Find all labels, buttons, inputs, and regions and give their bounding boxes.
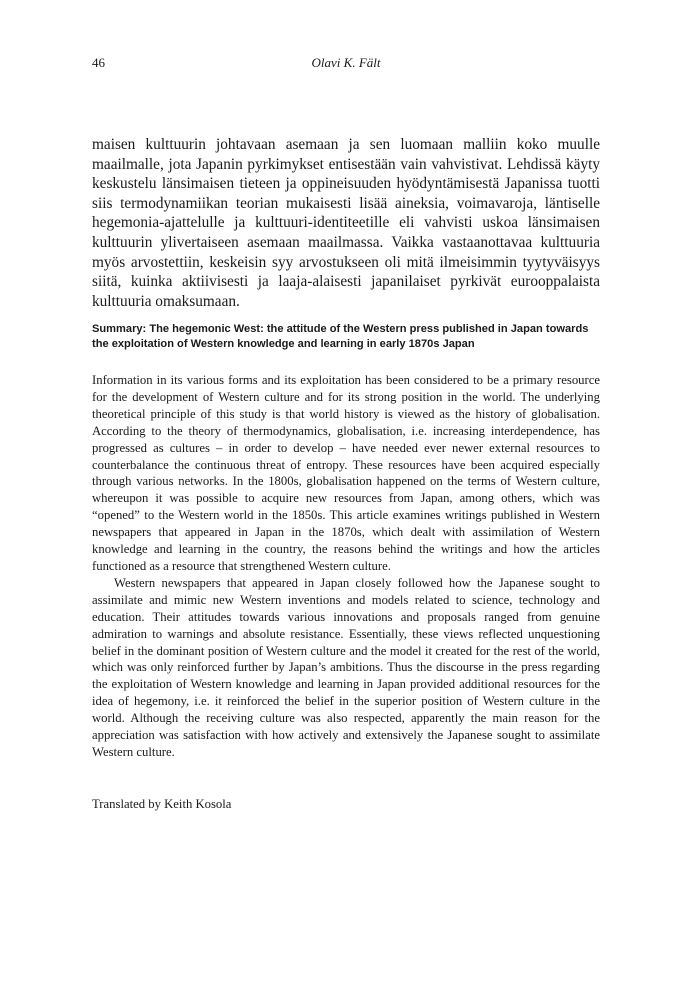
finnish-body-paragraph: maisen kulttuurin johtavaan asemaan ja sen luomaan malliin koko muulle maailmalle, jota Japanin pyrkimykset entisestään vain vahvistivat. Lehdissä käyty keskustelu länsimaisen tieteen ja oppineisuuden hyödyntämisestä Japanissa tuotti siis termodynamiikan teorian mukaisesti lisää aineksia, voimavaroja, läntiselle hegemonia-ajattelulle ja kulttuuri-identiteetille eli vahvisti uskoa länsimaisen kulttuurin ylivertaiseen asemaan maailmassa. Vaikka vastaanottavaa kulttuuria myös arvostettiin, keskeisin syy arvostukseen oli mitä ilmeisimmin tyytyväisyys siitä, kuinka aktiivisesti ja laaja-alaisesti japanilaiset pyrkivät eurooppalaista kulttuuria omaksumaan. <box>92 136 600 310</box>
translator-credit: Translated by Keith Kosola <box>92 797 232 811</box>
running-head-author: Olavi K. Fält <box>311 55 381 70</box>
page-header <box>92 55 600 73</box>
summary-paragraph: Information in its various forms and its exploitation has been considered to be a primary resource for the development of Western culture and for its strong position in the world. The underlying theoretical principle of this study is that world history is viewed as the history of globalisation. According to the theory of thermodynamics, globalisation, i.e. increasing interdependence, has progressed as cultures – in order to develop – have needed ever newer external resources to counterbalance the continuous threat of entropy. These resources have been acquired especially through various networks. In the 1800s, globalisation happened on the terms of Western culture, whereupon it was possible to acquire new resources from Japan, among others, which was “opened” to the Western world in the 1850s. This article examines writings published in Western newspapers that appeared in Japan in the 1870s, which dealt with assimilation of Western knowledge and learning in the country, the reasons behind the writings and how the articles functioned as a resource that strengthened Western culture. <box>92 373 600 573</box>
summary-heading: Summary: The hegemonic West: the attitude of the Western press published in Japan towards the exploitation of Western knowledge and learning in early 1870s Japan <box>92 323 589 350</box>
page-number: 46 <box>92 55 105 70</box>
summary-body <box>92 372 600 761</box>
summary-paragraph: Western newspapers that appeared in Japan closely followed how the Japanese sought to assimilate and mimic new Western inventions and models related to science, technology and education. Their attitudes towards various innovations and proposals ranged from genuine admiration to warnings and absolute resistance. Essentially, these views reflected unquestioning belief in the dominant position of Western culture and the model it created for the rest of the world, which was only reinforced further by Japan’s ambitions. Thus the discourse in the press regarding the exploitation of Western knowledge and learning in Japan provided additional resources for the idea of hegemony, i.e. it reinforced the belief in the superior position of Western culture in the world. Although the receiving culture was also respected, apparently the main reason for the appreciation was satisfaction with how actively and extensively the Japanese sought to assimilate Western culture. <box>92 575 600 759</box>
